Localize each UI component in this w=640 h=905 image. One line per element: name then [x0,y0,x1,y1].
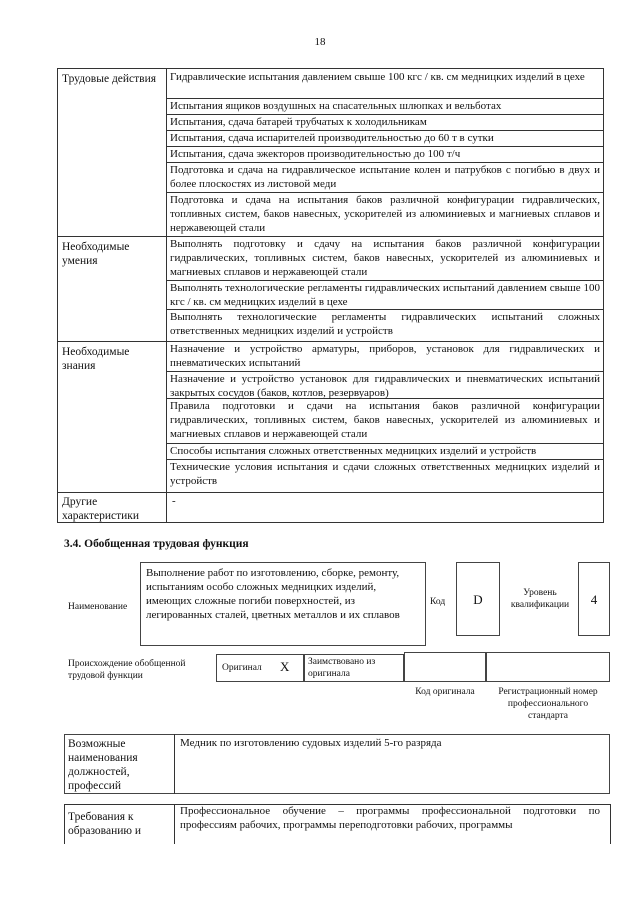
labour-action-item: Испытания ящиков воздушных на спасательных шлюпках и вельботах [170,100,502,112]
original-mark: X [280,659,290,674]
required-knowledge-item: Назначение и устройство арматуры, приборов, установок для гидравлических и пневматических испытаний [170,343,600,369]
required-skill-item: Выполнять технологические регламенты гидравлических испытаний давлением свыше 100 кгс / кв. см медницких изделий в цехе [170,282,600,308]
education-value: Профессиональное обучение – программы профессиональной подготовки по профессиям рабочих, программы переподготовки рабочих, программы [180,805,600,831]
education-label: Требования к образованию и [68,811,141,837]
labour-action-item: Испытания, сдача испарителей производительностью до 60 т в сутки [170,132,494,144]
origin-label: Происхождение обобщенной трудовой функции [68,659,186,681]
required-skill-item: Выполнять подготовку и сдачу на испытания баков различной конфигурации гидравлических, топливных систем, баков навесных, ускорителей из алюминиевых и магниевых сплавов и нержавеющей стали [170,238,600,278]
labour-action-item: Гидравлические испытания давлением свыше 100 кгс / кв. см медницких изделий в цехе [170,71,585,83]
labour-action-item: Испытания, сдача эжекторов производительностью до 100 т/ч [170,148,461,160]
required-skill-item: Выполнять технологические регламенты гидравлических испытаний сложных ответственных медницких изделий и устройств [170,311,600,337]
label-required-skills: Необходимые умения [62,241,130,267]
borrowed-label: Заимствовано из оригинала [308,657,376,679]
required-knowledge-item: Назначение и устройство установок для гидравлических и пневматических испытаний закрытых сосудов (баков, котлов, резервуаров) [170,373,600,399]
name-value: Выполнение работ по изготовлению, сборке, ремонту, испытаниям особо сложных медницких изделий, имеющих сложные погиби поверхностей, из легированных сталей, цветных металлов и их сплавов [146,567,400,621]
code-original-box [404,652,486,682]
level-value: 4 [590,592,598,607]
required-knowledge-item: Правила подготовки и сдачи на испытания баков различной конфигурации гидравлических, топливных систем, баков навесных, ускорителей из алюминиевых и магниевых сплавов и нержавеющей стали [170,400,600,440]
required-knowledge-item: Технические условия испытания и сдачи сложных ответственных медницких изделий и устройств [170,461,600,487]
label-other-characteristics: Другие характеристики [62,496,140,522]
name-label: Наименование [68,602,128,612]
required-knowledge-item: Способы испытания сложных ответственных медницких изделий и устройств [170,445,537,457]
labour-action-item: Подготовка и сдача на гидравлическое испытание колен и патрубков с погибью в двух и более плоскостях из листовой меди [170,164,600,190]
labour-action-item: Испытания, сдача батарей трубчатых к холодильникам [170,116,427,128]
section-heading: 3.4. Обобщенная трудовая функция [64,538,249,550]
code-label: Код [430,597,446,607]
level-label: Уровень квалификации [510,588,570,610]
other-characteristic-item: - [172,495,176,507]
reg-number-caption: Регистрационный номер профессионального стандарта [498,687,598,721]
label-labour-actions: Трудовые действия [62,73,157,85]
labour-action-item: Подготовка и сдача на испытания баков различной конфигурации гидравлических, топливных систем, баков навесных, ускорителей из алюминиевых и магниевых сплавов и нержавеющей стали [170,194,600,234]
positions-value: Медник по изготовлению судовых изделий 5-го разряда [180,737,442,749]
code-original-caption: Код оригинала [415,687,475,697]
page-number: 18 [314,36,326,48]
label-required-knowledge: Необходимые знания [62,346,130,372]
reg-number-box [486,652,610,682]
positions-label: Возможные наименования должностей, профессий [68,738,138,792]
code-value: D [473,592,483,607]
original-label: Оригинал [222,663,262,673]
